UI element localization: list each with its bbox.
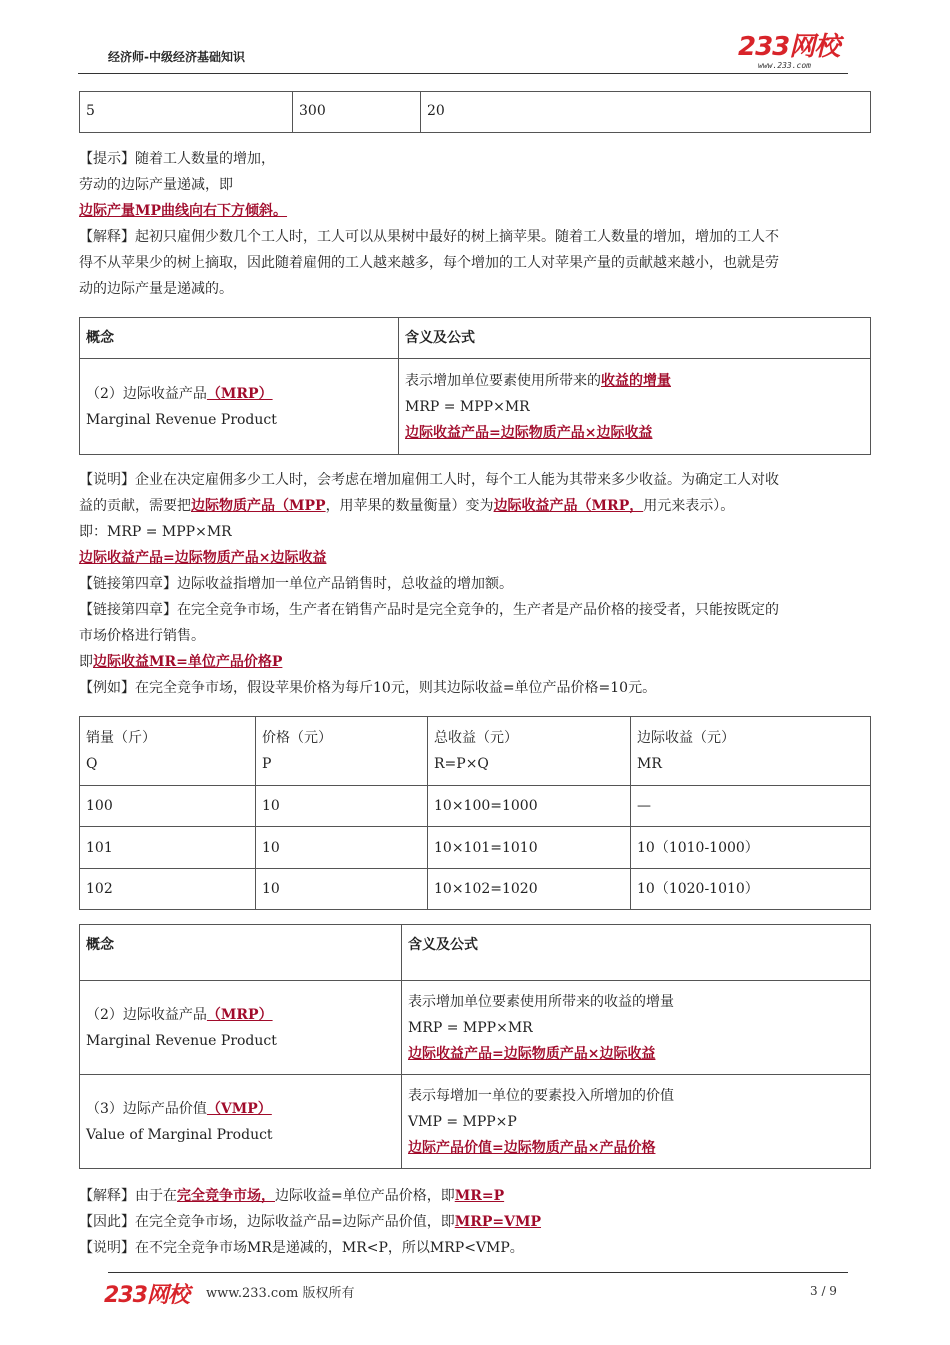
table-row bbox=[80, 717, 871, 786]
footer-divider bbox=[108, 1272, 848, 1273]
table-cell: 10×102=1020 bbox=[428, 869, 631, 910]
explain-line-3: 动的边际产量是递减的。 bbox=[79, 281, 233, 297]
table-cell: （2）边际收益产品（MRP） Marginal Revenue Product bbox=[80, 359, 399, 455]
note-line-5: 【链接第四章】边际收益指增加一单位产品销售时，总收益的增加额。 bbox=[79, 576, 513, 592]
note-block bbox=[79, 467, 869, 701]
tip-line-2: 劳动的边际产量递减，即 bbox=[79, 177, 233, 193]
table-cell: — bbox=[631, 786, 871, 827]
table-header: 销量（斤） Q bbox=[80, 717, 256, 786]
note-line-6: 【链接第四章】在完全竞争市场，生产者在销售产品时是完全竞争的，生产者是产品价格的接受者，只能按既定的 bbox=[79, 602, 779, 618]
final-block bbox=[79, 1183, 869, 1261]
table-cell: 表示增加单位要素使用所带来的收益的增量 MRP = MPP×MR 边际收益产品=边际物质产品×边际收益 bbox=[402, 981, 871, 1075]
note-line-1: 【说明】企业在决定雇佣多少工人时，会考虑在增加雇佣工人时，每个工人能为其带来多少收益。为确定工人对收 bbox=[79, 472, 779, 488]
footer-copyright: www.233.com 版权所有 bbox=[206, 1286, 355, 1301]
note-line-7: 市场价格进行销售。 bbox=[79, 628, 205, 644]
table-cell: 10 bbox=[256, 827, 428, 869]
explain-line-1: 【解释】起初只雇佣少数几个工人时，工人可以从果树中最好的树上摘苹果。随着工人数量的增加，增加的工人不 bbox=[79, 229, 779, 245]
document-header-title: 经济师-中级经济基础知识 bbox=[108, 50, 245, 64]
table-cell: 102 bbox=[80, 869, 256, 910]
table-row bbox=[80, 92, 871, 133]
final-line-2: 【因此】在完全竞争市场，边际收益产品=边际产品价值，即MRP=VMP bbox=[79, 1214, 542, 1230]
note-line-2: 益的贡献，需要把边际物质产品（MPP，用苹果的数量衡量）变为边际收益产品（MRP，用元来表示）。 bbox=[79, 498, 735, 514]
table-row bbox=[80, 925, 871, 981]
table-row bbox=[80, 786, 871, 827]
logo-text: 233网校 bbox=[738, 32, 840, 62]
table-header: 含义及公式 bbox=[399, 318, 871, 359]
table-cell: 101 bbox=[80, 827, 256, 869]
table-cell: 10 bbox=[256, 786, 428, 827]
table-header: 概念 bbox=[80, 925, 402, 981]
table-cell: 10（1010-1000） bbox=[631, 827, 871, 869]
table-row bbox=[80, 827, 871, 869]
table-cell: （2）边际收益产品（MRP） Marginal Revenue Product bbox=[80, 981, 402, 1075]
tip-block bbox=[79, 146, 869, 302]
table-mrp-vmp bbox=[79, 924, 871, 1169]
explain-line-2: 得不从苹果少的树上摘取，因此随着雇佣的工人越来越多，每个增加的工人对苹果产量的贡献越来越小，也就是劳 bbox=[79, 255, 779, 271]
final-line-3: 【说明】在不完全竞争市场MR是递减的，MR<P，所以MRP<VMP。 bbox=[79, 1240, 524, 1256]
table-cell: （3）边际产品价值（VMP） Value of Marginal Product bbox=[80, 1075, 402, 1169]
table-cell: 表示增加单位要素使用所带来的收益的增量 MRP = MPP×MR 边际收益产品=边际物质产品×边际收益 bbox=[399, 359, 871, 455]
table-cell: 300 bbox=[293, 92, 421, 133]
note-line-3: 即：MRP = MPP×MR bbox=[79, 524, 232, 540]
table-revenue bbox=[79, 716, 871, 910]
table-cell: 10（1020-1010） bbox=[631, 869, 871, 910]
header-divider bbox=[78, 73, 848, 74]
tip-line-1: 【提示】随着工人数量的增加， bbox=[79, 151, 275, 167]
table-header: 价格（元） P bbox=[256, 717, 428, 786]
table-row bbox=[80, 359, 871, 455]
table-mrp bbox=[79, 317, 871, 455]
table-production bbox=[79, 91, 871, 133]
page-number: 3 / 9 bbox=[810, 1284, 837, 1298]
table-header: 总收益（元） R=P×Q bbox=[428, 717, 631, 786]
final-line-1: 【解释】由于在完全竞争市场，边际收益=单位产品价格，即MR=P bbox=[79, 1188, 505, 1204]
note-line-4: 边际收益产品=边际物质产品×边际收益 bbox=[79, 550, 327, 566]
tip-line-3: 边际产量MP曲线向右下方倾斜。 bbox=[79, 203, 288, 219]
table-row bbox=[80, 1075, 871, 1169]
table-cell: 表示每增加一单位的要素投入所增加的价值 VMP = MPP×P 边际产品价值=边际物质产品×产品价格 bbox=[402, 1075, 871, 1169]
note-line-9: 【例如】在完全竞争市场，假设苹果价格为每斤10元，则其边际收益=单位产品价格=10元。 bbox=[79, 680, 657, 696]
table-row bbox=[80, 318, 871, 359]
logo-url: www.233.com bbox=[758, 61, 811, 70]
brand-logo bbox=[738, 33, 839, 70]
table-cell: 10 bbox=[256, 869, 428, 910]
table-cell: 10×101=1010 bbox=[428, 827, 631, 869]
table-header: 概念 bbox=[80, 318, 399, 359]
table-cell: 5 bbox=[80, 92, 293, 133]
footer-logo: 233网校 bbox=[104, 1283, 189, 1308]
table-cell: 100 bbox=[80, 786, 256, 827]
table-row bbox=[80, 869, 871, 910]
table-row bbox=[80, 981, 871, 1075]
table-cell: 20 bbox=[421, 92, 871, 133]
note-line-8: 即边际收益MR=单位产品价格P bbox=[79, 654, 283, 670]
table-header: 含义及公式 bbox=[402, 925, 871, 981]
table-cell: 10×100=1000 bbox=[428, 786, 631, 827]
table-header: 边际收益（元） MR bbox=[631, 717, 871, 786]
